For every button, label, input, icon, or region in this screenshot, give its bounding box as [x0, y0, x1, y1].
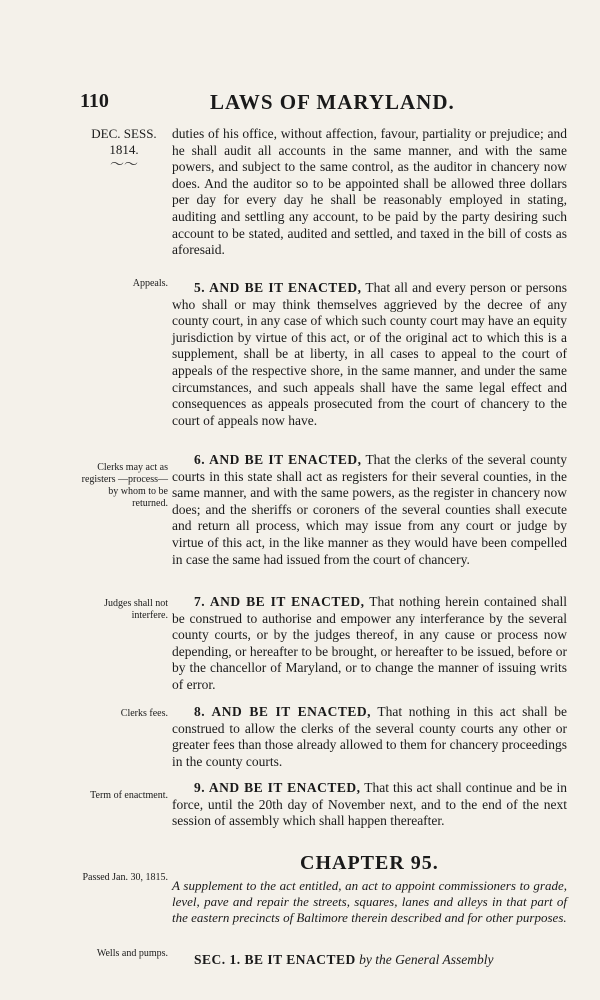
margin-appeals: Appeals.	[132, 278, 168, 289]
margin-passed: Passed Jan. 30, 1815.	[82, 872, 168, 883]
section-8	[172, 704, 567, 770]
section-7-text: That nothing herein contained shall be construed to authorise and empower any interferance by the several county courts, or by the judges thereof, in any cause or process now depending, or hereafter to be brought, or hereafter to be issued, before or by the chancellor of Maryland, or to change the manner of issuing writs of error.	[172, 594, 567, 692]
paragraph-continuation	[172, 126, 567, 259]
section-7	[172, 594, 567, 694]
ornament-icon: 〜〜	[110, 158, 138, 173]
section-9-lead: 9. AND BE IT ENACTED,	[194, 780, 361, 795]
section-6-text: That the clerks of the several county courts in this state shall act as registers for their several counties, in the same manner, and with the same powers, as the register in chancery now does; and the sheriffs or coroners of the several counties shall execute and return all process, which may issue from any court or judge by virtue of this act, in the like manner as they would have been compelled in case the same had issued from the court of chancery.	[172, 452, 567, 567]
section-7-lead: 7. AND BE IT ENACTED,	[194, 594, 365, 609]
page-header	[80, 90, 590, 114]
margin-clerks-fees: Clerks fees.	[120, 708, 168, 719]
section-9	[172, 780, 567, 830]
margin-session	[80, 126, 168, 174]
section-1	[172, 952, 567, 969]
section-8-text: That nothing in this act shall be construed to allow the clerks of the several county courts any other or greater fees than those already allowed to them for chancery proceedings in the county courts.	[172, 704, 567, 769]
section-1-text: by the General Assembly	[355, 952, 494, 967]
section-1-lead: SEC. 1. BE IT ENACTED	[194, 952, 356, 967]
section-6-lead: 6. AND BE IT ENACTED,	[194, 452, 362, 467]
margin-clerks-registers: Clerks may act as registers —process—by whom to be returned.	[81, 462, 168, 509]
margin-wells: Wells and pumps.	[96, 948, 168, 959]
section-5	[172, 280, 567, 429]
page-number: 110	[80, 90, 109, 112]
margin-term: Term of enactment.	[90, 790, 168, 801]
section-9-text: That this act shall continue and be in force, until the 20th day of November next, and to the end of the next session of assembly which shall happen thereafter.	[172, 780, 567, 829]
paragraph-text: duties of his office, without affection, favour, partiality or prejudice; and he shall audit all accounts in the same manner, and with the same powers, and subject to the same control, as the auditor in chancery now does. And the auditor so to be appointed shall be allowed three dollars per day for every day he shall be reasonably employed in stating, auditing and settling any account, to be paid by the party desiring such account to be stated, audited and settled, and taxed in the bill of costs as aforesaid.	[172, 126, 567, 258]
section-5-text: That all and every person or persons who shall or may think themselves aggrieved by the decree of any county court, in any case of which such county court may have an equity jurisdiction by virtue of this act, or of the original act to which this is a supplement, shall be at liberty, in all cases to appeal to the court of appeals of the respective shore, in the same manner, and under the same circumstances, and such appeals shall have the same legal effect and consequences as appeals prosecuted from the court of chancery to the court of appeals now have.	[172, 280, 567, 428]
running-head: LAWS OF MARYLAND.	[210, 90, 455, 114]
session-label: DEC. SESS. 1814.	[91, 126, 157, 157]
section-8-lead: 8. AND BE IT ENACTED,	[194, 704, 371, 719]
section-5-lead: 5. AND BE IT ENACTED,	[194, 280, 362, 295]
section-6	[172, 452, 567, 568]
chapter-heading: CHAPTER 95.	[300, 852, 439, 874]
margin-judges: Judges shall not interfere.	[104, 598, 168, 621]
chapter-summary: A supplement to the act entitled, an act to appoint commissioners to grade, level, pave and repair the streets, squares, lanes and alleys in that part of the eastern precincts of Baltimore therein described and for other purposes.	[172, 878, 567, 925]
